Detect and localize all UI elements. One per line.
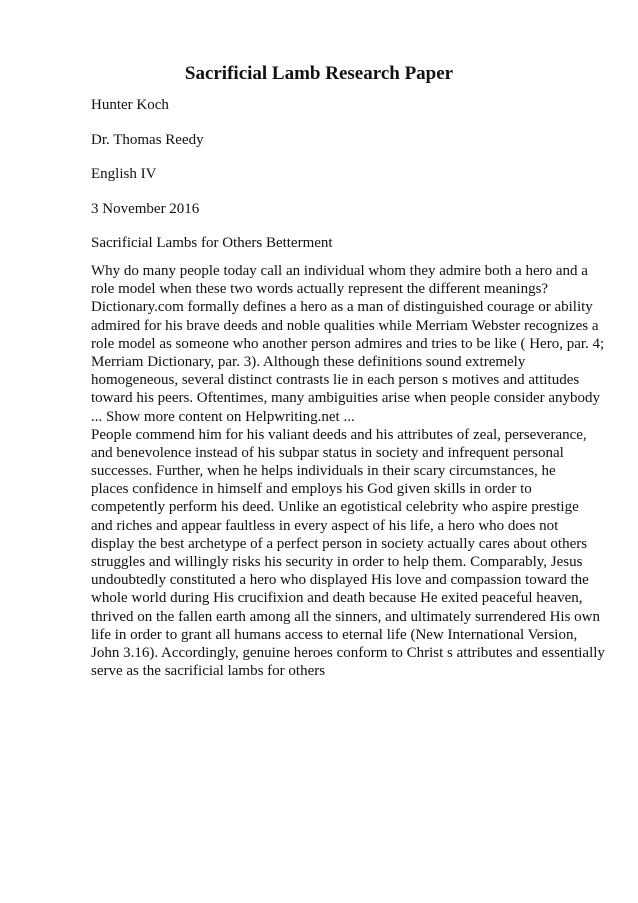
body-line: successes. Further, when he helps individuals in their scary circumstances, he bbox=[91, 463, 556, 480]
page-title: Sacrificial Lamb Research Paper bbox=[184, 63, 454, 84]
body-line: Why do many people today call an individual whom they admire both a hero and a bbox=[91, 263, 588, 279]
author-name: Hunter Koch bbox=[91, 97, 169, 113]
body-line: competently perform his deed. Unlike an egotistical celebrity who aspire prestige bbox=[91, 499, 579, 516]
course-name: English IV bbox=[91, 166, 157, 182]
body-line: places confidence in himself and employs his God given skills in order to bbox=[91, 481, 532, 498]
body-line: whole world during His crucifixion and death because He exited peaceful heaven, bbox=[91, 590, 583, 607]
body-line: Merriam Dictionary, par. 3). Although these definitions sound extremely bbox=[91, 353, 526, 370]
body-line: life in order to grant all humans access to eternal life (New International Version, bbox=[91, 626, 578, 643]
body-line: Dictionary.com formally defines a hero as a man of distinguished courage or ability bbox=[91, 299, 593, 316]
body-line: homogeneous, several distinct contrasts lie in each person s motives and attitudes bbox=[91, 372, 580, 389]
body-line: toward his peers. Oftentimes, many ambiguities arise when people consider anybody bbox=[91, 390, 601, 407]
body-line: role model when these two words actually represent the different meanings? bbox=[91, 281, 549, 298]
body-line: admired for his brave deeds and noble qualities while Merriam Webster recognizes a bbox=[91, 317, 599, 334]
body-line: and benevolence instead of his subpar status in society and infrequent personal bbox=[91, 444, 564, 461]
document-date: 3 November 2016 bbox=[91, 201, 200, 217]
body-line: serve as the sacrificial lambs for others bbox=[91, 663, 326, 680]
body-line: undoubtedly constituted a hero who displayed His love and compassion toward the bbox=[91, 572, 589, 589]
essay-body bbox=[91, 262, 605, 680]
body-line: role model as someone who another person admires and tries to be like ( Hero, par. 4; bbox=[91, 335, 605, 352]
body-line: and riches and appear faultless in every aspect of his life, a hero who does not bbox=[91, 517, 559, 534]
essay-title: Sacrificial Lambs for Others Betterment bbox=[91, 235, 333, 251]
instructor-name: Dr. Thomas Reedy bbox=[91, 132, 204, 148]
body-line: display the best archetype of a perfect person in society actually cares about others bbox=[91, 535, 588, 552]
body-line: thrived on the fallen earth among all the sinners, and ultimately surrendered His own bbox=[91, 608, 601, 625]
body-line: struggles and willingly risks his security in order to help them. Comparably, Jesus bbox=[91, 554, 583, 570]
show-more-notice: ... Show more content on Helpwriting.net ... bbox=[91, 408, 355, 425]
body-line: People commend him for his valiant deeds and his attributes of zeal, perseverance, bbox=[91, 426, 587, 443]
body-line: John 3.16). Accordingly, genuine heroes conform to Christ s attributes and essentially bbox=[91, 644, 605, 661]
